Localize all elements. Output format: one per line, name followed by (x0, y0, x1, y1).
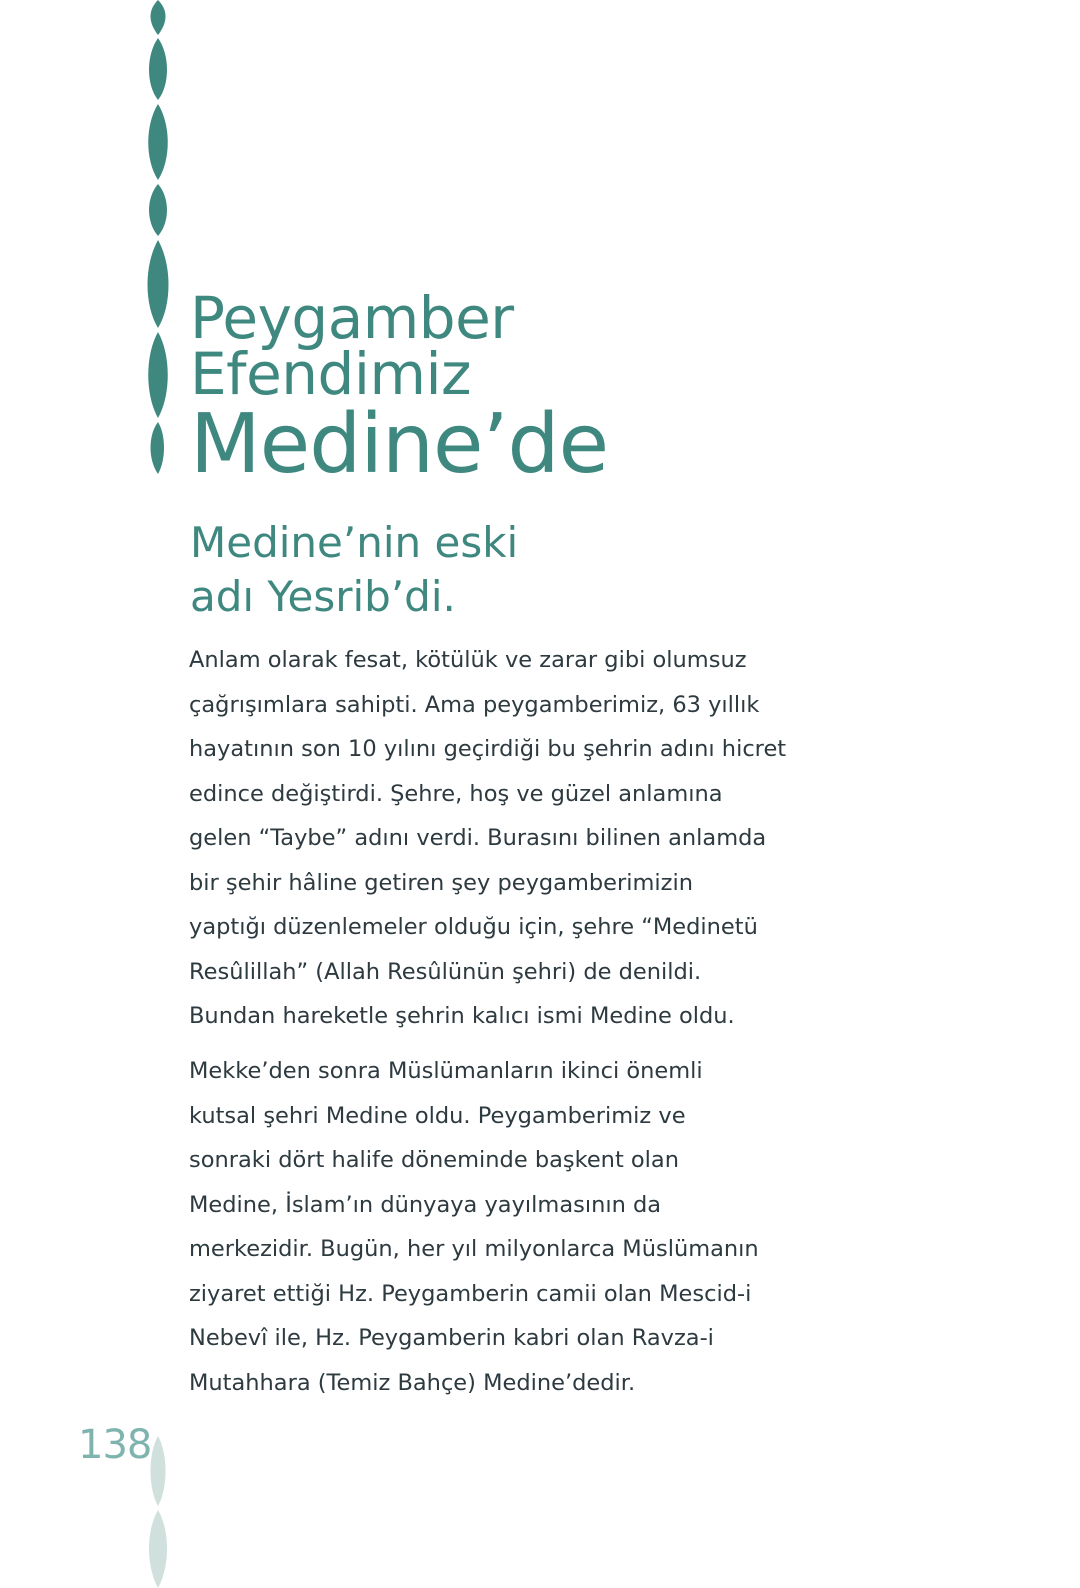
text-line: Bundan hareketle şehrin kalıcı ismi Medine oldu. (189, 1003, 735, 1029)
decorative-vine-ornament-top (140, 0, 176, 475)
title-line-1: Peygamber (190, 284, 514, 352)
vine-seed-shape (149, 38, 167, 100)
vine-seed-shape (149, 1510, 167, 1588)
text-line: çağrışımlara sahipti. Ama peygamberimiz, 63 yıllık (189, 691, 760, 718)
body-paragraph-2 (189, 1049, 759, 1405)
text-line: gelen “Taybe” adını verdi. Burasını bilinen anlamda (189, 825, 767, 851)
vine-seed-shape (151, 0, 166, 35)
text-line: merkezidir. Bugün, her yıl milyonlarca Müslümanın (189, 1236, 759, 1262)
text-line: sonraki dört halife döneminde başkent olan (189, 1147, 679, 1173)
vine-seed-shape (148, 332, 168, 418)
page-number: 138 (78, 1422, 152, 1468)
section-subtitle (190, 516, 518, 624)
text-line: yaptığı düzenlemeler olduğu için, şehre “Medinetü (189, 914, 758, 940)
vine-seed-shape (151, 1436, 166, 1506)
text-line: Anlam olarak fesat, kötülük ve zarar gibi olumsuz (189, 647, 747, 673)
subtitle-line-2: adı Yesrib’di. (190, 572, 456, 621)
text-line: Medine, İslam’ın dünyaya yayılmasının da (189, 1191, 662, 1218)
vine-seed-shape (148, 240, 169, 328)
text-line: Mutahhara (Temiz Bahçe) Medine’dedir. (189, 1369, 636, 1396)
text-line: Mekke’den sonra Müslümanların ikinci önemli (189, 1058, 703, 1084)
title-line-2: Efendimiz (190, 340, 471, 408)
title-line-3: Medine’de (190, 397, 609, 492)
text-line: ziyaret ettiği Hz. Peygamberin camii olan Mescid-i (189, 1280, 752, 1307)
subtitle-line-1: Medine’nin eski (190, 518, 519, 567)
text-line: hayatının son 10 yılını geçirdiği bu şehrin adını hicret (189, 736, 787, 762)
vine-seed-shape (151, 422, 165, 474)
decorative-vine-ornament-bottom (140, 1436, 176, 1588)
vine-seed-shape (149, 184, 167, 236)
text-line: Resûlillah” (Allah Resûlünün şehri) de denildi. (189, 958, 702, 985)
text-line: Nebevî ile, Hz. Peygamberin kabri olan Ravza-i (189, 1325, 714, 1351)
text-line: bir şehir hâline getiren şey peygamberimizin (189, 869, 694, 896)
body-paragraph-1 (189, 638, 787, 1039)
page-title (190, 284, 609, 492)
text-line: edince değiştirdi. Şehre, hoş ve güzel anlamına (189, 780, 723, 807)
vine-seed-shape (148, 104, 168, 180)
text-line: kutsal şehri Medine oldu. Peygamberimiz ve (189, 1102, 686, 1129)
